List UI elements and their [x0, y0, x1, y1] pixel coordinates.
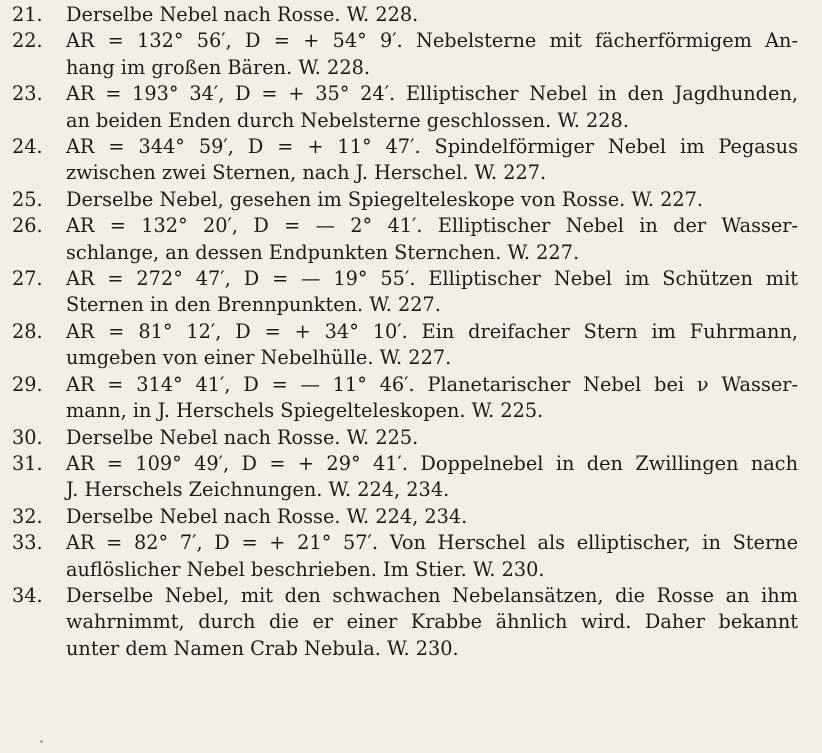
entry-line: AR = 344° 59′, D = + 11° 47′. Spindelförmiger Nebel im Pegasus — [66, 135, 798, 159]
entry-text — [66, 187, 798, 213]
entry-text — [66, 583, 798, 662]
entry-item — [10, 530, 798, 583]
speck-mark — [40, 740, 43, 743]
entry-line: mann, in J. Herschels Spiegelteleskopen. W. 225. — [66, 399, 544, 423]
entry-item — [10, 28, 798, 81]
entry-item — [10, 583, 798, 662]
entry-item — [10, 504, 798, 530]
entry-item — [10, 425, 798, 451]
entry-line: AR = 132° 56′, D = + 54° 9′. Nebelsterne mit fächerförmigem An- — [66, 29, 798, 53]
entry-number: 26. — [12, 214, 43, 238]
entry-item — [10, 2, 798, 28]
entry-line: Derselbe Nebel nach Rosse. W. 228. — [66, 3, 419, 26]
entry-item — [10, 187, 798, 213]
entry-number: 34. — [12, 583, 43, 607]
plate-description-list — [10, 2, 798, 662]
entry-line: AR = 314° 41′, D = — 11° 46′. Planetarischer Nebel bei ν Wasser- — [66, 372, 798, 396]
entry-item — [10, 213, 798, 266]
entry-text — [66, 81, 798, 134]
entry-item — [10, 372, 798, 425]
entry-line: Derselbe Nebel nach Rosse. W. 224, 234. — [66, 504, 468, 528]
entry-number: 31. — [12, 451, 43, 475]
entry-number: 33. — [12, 531, 43, 555]
entry-line: AR = 132° 20′, D = — 2° 41′. Elliptischer Nebel in der Wasser- — [66, 214, 798, 238]
entry-text — [66, 134, 798, 187]
entry-line: Sternen in den Brennpunkten. W. 227. — [66, 293, 441, 317]
entry-line: zwischen zwei Sternen, nach J. Herschel. W. 227. — [66, 161, 547, 185]
entry-line: AR = 81° 12′, D = + 34° 10′. Ein dreifacher Stern im Fuhrmann, — [66, 319, 798, 343]
entry-line: umgeben von einer Nebelhülle. W. 227. — [66, 346, 452, 370]
entry-line: J. Herschels Zeichnungen. W. 224, 234. — [66, 478, 450, 502]
entry-line: auflöslicher Nebel beschrieben. Im Stier. W. 230. — [66, 557, 545, 581]
entry-line: AR = 109° 49′, D = + 29° 41′. Doppelnebel in den Zwillingen nach — [66, 451, 798, 475]
entry-line: wahrnimmt, durch die er einer Krabbe ähnlich wird. Daher bekannt — [66, 610, 798, 634]
entry-text — [66, 451, 798, 504]
entry-line: AR = 82° 7′, D = + 21° 57′. Von Herschel als elliptischer, in Sterne — [66, 531, 798, 555]
entry-text — [66, 2, 798, 28]
entry-text — [66, 530, 798, 583]
entry-number: 32. — [12, 504, 43, 528]
entry-number: 28. — [12, 319, 43, 343]
entry-number: 24. — [12, 135, 43, 159]
entry-line: Derselbe Nebel nach Rosse. W. 225. — [66, 425, 419, 449]
entry-text — [66, 372, 798, 425]
entry-text — [66, 504, 798, 530]
entry-line: Derselbe Nebel, gesehen im Spiegelteleskope von Rosse. W. 227. — [66, 187, 704, 211]
entry-line: unter dem Namen Crab Nebula. W. 230. — [66, 636, 459, 660]
entry-text — [66, 425, 798, 451]
entry-item — [10, 81, 798, 134]
entry-line: AR = 272° 47′, D = — 19° 55′. Elliptischer Nebel im Schützen mit — [66, 267, 798, 291]
entry-text — [66, 213, 798, 266]
entry-item — [10, 266, 798, 319]
entry-item — [10, 451, 798, 504]
entry-number: 30. — [12, 425, 43, 449]
entry-line: AR = 193° 34′, D = + 35° 24′. Elliptischer Nebel in den Jagdhunden, — [66, 82, 798, 106]
entry-number: 27. — [12, 267, 43, 291]
entry-number: 29. — [12, 372, 43, 396]
entry-line: hang im großen Bären. W. 228. — [66, 55, 370, 79]
entry-item — [10, 319, 798, 372]
entry-number: 21. — [12, 3, 43, 26]
entry-line: an beiden Enden durch Nebelsterne geschlossen. W. 228. — [66, 108, 629, 132]
entry-text — [66, 28, 798, 81]
entry-text — [66, 319, 798, 372]
entry-number: 25. — [12, 187, 43, 211]
entry-number: 22. — [12, 29, 43, 53]
entry-text — [66, 266, 798, 319]
entry-line: schlange, an dessen Endpunkten Sternchen. W. 227. — [66, 240, 580, 264]
entry-line: Derselbe Nebel, mit den schwachen Nebelansätzen, die Rosse an ihm — [66, 583, 798, 607]
entry-item — [10, 134, 798, 187]
entry-number: 23. — [12, 82, 43, 106]
